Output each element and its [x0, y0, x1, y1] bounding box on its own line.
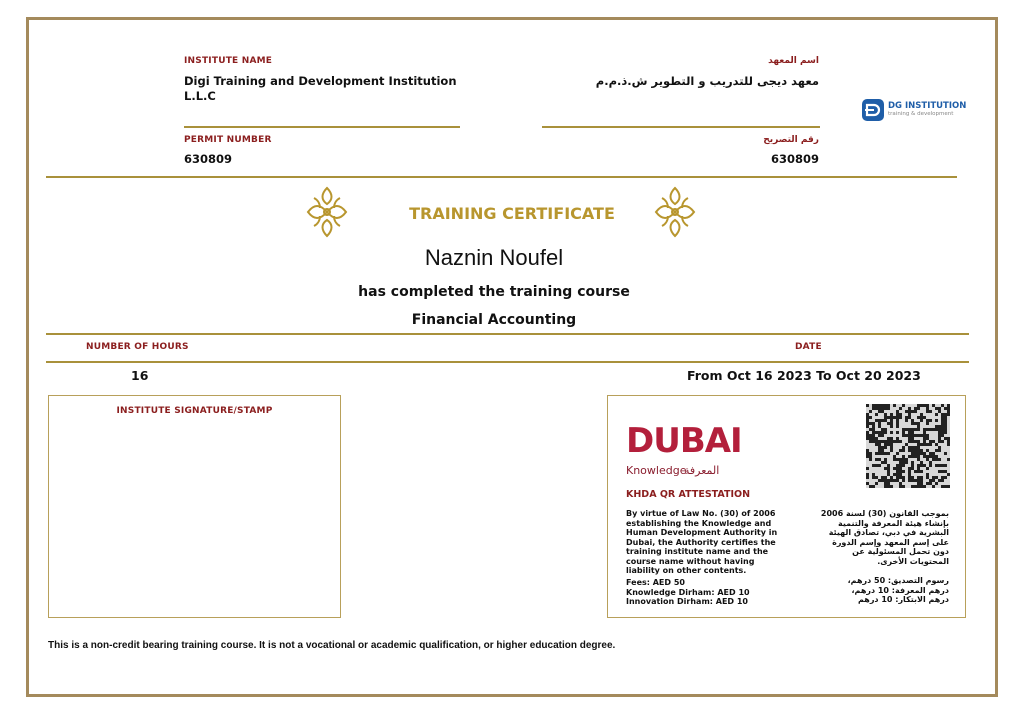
signature-stamp-label: INSTITUTE SIGNATURE/STAMP	[116, 406, 273, 416]
khda-fees-en: Fees: AED 50 Knowledge Dirham: AED 10 Innovation Dirham: AED 10	[626, 578, 750, 606]
dubai-logo-knowledge-ar: المعرفة	[684, 464, 720, 477]
institute-name-label-ar: اسم المعهد	[768, 56, 819, 66]
divider-details	[46, 361, 969, 363]
signature-stamp-box	[48, 395, 341, 618]
hours-label: NUMBER OF HOURS	[86, 342, 189, 352]
footer-disclaimer: This is a non-credit bearing training course. It is not a vocational or academic qualification, or higher education degree.	[48, 640, 616, 651]
dubai-logo-main: DUBAI	[626, 421, 742, 461]
date-label: DATE	[795, 342, 822, 352]
qr-code	[866, 404, 950, 488]
dg-logo-icon	[862, 99, 886, 121]
permit-number-en: 630809	[184, 152, 233, 166]
divider-right-name	[542, 126, 820, 128]
hours-value: 16	[131, 368, 149, 383]
institute-name-en: Digi Training and Development Institution L.L.C	[184, 74, 457, 103]
completion-statement: has completed the training course	[358, 284, 630, 300]
dg-institution-logo	[862, 99, 972, 123]
recipient-name: Naznin Noufel	[424, 245, 564, 270]
institute-name-ar: معهد ديجى للتدريب و التطوير ش.ذ.م.م	[595, 74, 819, 88]
course-name: Financial Accounting	[411, 312, 577, 328]
dubai-logo-knowledge: Knowledge	[626, 464, 687, 477]
khda-text-en: By virtue of Law No. (30) of 2006 establishing the Knowledge and Human Development Authority in Dubai, the Authority certifies the training institute name and the course name without having liability on other contents.	[626, 509, 778, 575]
divider-left-name	[184, 126, 460, 128]
permit-number-label: PERMIT NUMBER	[184, 135, 272, 145]
date-value: From Oct 16 2023 To Oct 20 2023	[687, 368, 921, 383]
qr-code-icon	[866, 404, 950, 488]
dg-logo-brand: DG INSTITUTION	[888, 101, 967, 111]
dg-logo-tagline: training & development	[888, 111, 954, 117]
divider-header	[46, 176, 957, 178]
divider-course	[46, 333, 969, 335]
certificate-title: TRAINING CERTIFICATE	[409, 204, 615, 223]
khda-fees-ar: رسوم التصديق: 50 درهم، درهم المعرفة: 10 درهم، درهم الابتكار: 10 درهم	[847, 576, 949, 604]
khda-heading: KHDA QR ATTESTATION	[626, 489, 751, 500]
permit-number-ar: 630809	[770, 152, 819, 166]
permit-number-label-ar: رقم التصريح	[763, 135, 819, 145]
institute-name-label: INSTITUTE NAME	[184, 56, 273, 66]
dubai-knowledge-logo	[626, 421, 742, 480]
khda-text-ar: بموجب القانون (30) لسنة 2006 بإنشاء هيئة المعرفة والتنمية البشرية في دبي، تصادق الهيئة على إسم المعهد وإسم الدورة دون تحمل المسئولية عن المحتويات الأخرى.	[820, 509, 949, 566]
